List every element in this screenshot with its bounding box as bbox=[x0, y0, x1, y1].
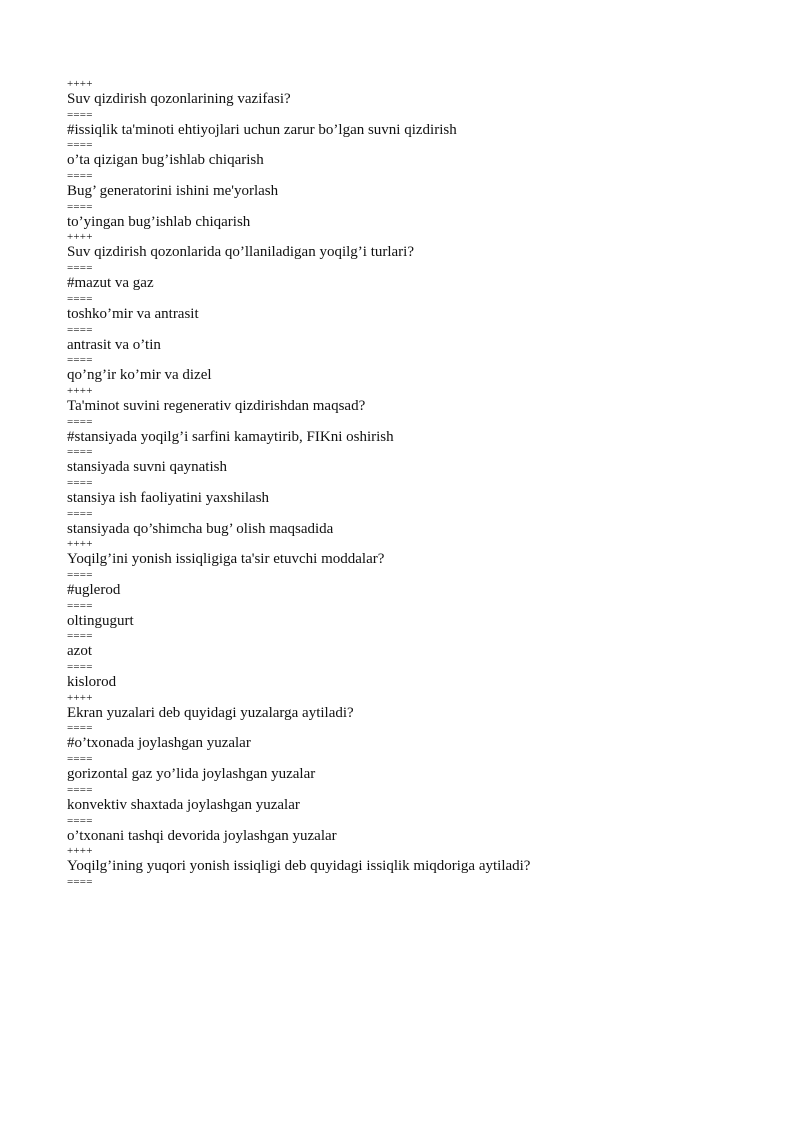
answer-option-line: azot bbox=[67, 643, 92, 660]
answer-option-line: o’ta qizigan bug’ishlab chiqarish bbox=[67, 152, 264, 169]
option-separator: ==== bbox=[67, 599, 93, 612]
question-line: Ta'minot suvini regenerativ qizdirishdan maqsad? bbox=[67, 397, 366, 414]
answer-option-line: konvektiv shaxtada joylashgan yuzalar bbox=[67, 796, 300, 813]
option-separator: ==== bbox=[67, 476, 93, 489]
option-separator: ==== bbox=[67, 783, 93, 796]
answer-option-line: antrasit va o’tin bbox=[67, 336, 161, 353]
option-separator: ==== bbox=[67, 753, 93, 766]
option-separator: ==== bbox=[67, 507, 93, 520]
question-separator: ++++ bbox=[67, 845, 93, 858]
correct-answer-line: #mazut va gaz bbox=[67, 275, 154, 292]
question-separator: ++++ bbox=[67, 231, 93, 244]
correct-answer-line: #o’txonada joylashgan yuzalar bbox=[67, 735, 251, 752]
question-line: Yoqilg’ining yuqori yonish issiqligi deb quyidagi issiqlik miqdoriga aytiladi? bbox=[67, 858, 531, 875]
option-separator: ==== bbox=[67, 323, 93, 336]
option-separator: ==== bbox=[67, 170, 93, 183]
question-line: Suv qizdirish qozonlarining vazifasi? bbox=[67, 91, 291, 107]
option-separator: ==== bbox=[67, 415, 93, 428]
question-separator: ++++ bbox=[67, 691, 93, 704]
option-separator: ==== bbox=[67, 262, 93, 275]
option-separator: ==== bbox=[67, 446, 93, 459]
option-separator: ==== bbox=[67, 875, 93, 888]
option-separator: ==== bbox=[67, 569, 93, 581]
option-separator: ==== bbox=[67, 139, 93, 152]
option-separator: ==== bbox=[67, 722, 93, 735]
option-separator: ==== bbox=[67, 354, 93, 367]
answer-option-line: oltingugurt bbox=[67, 612, 134, 629]
question-separator: ++++ bbox=[67, 538, 93, 551]
document-body bbox=[67, 78, 767, 888]
answer-option-line: qo’ng’ir ko’mir va dizel bbox=[67, 367, 212, 384]
option-separator: ==== bbox=[67, 661, 93, 674]
answer-option-line: Bug’ generatorini ishini me'yorlash bbox=[67, 183, 279, 200]
option-separator: ==== bbox=[67, 200, 93, 213]
correct-answer-line: #issiqlik ta'minoti ehtiyojlari uchun zarur bo’lgan suvni qizdirish bbox=[67, 121, 457, 138]
question-separator: ++++ bbox=[67, 384, 93, 397]
correct-answer-line: #uglerod bbox=[67, 582, 121, 598]
option-separator: ==== bbox=[67, 814, 93, 827]
question-line: Ekran yuzalari deb quyidagi yuzalarga aytiladi? bbox=[67, 704, 354, 721]
question-line: Suv qizdirish qozonlarida qo’llaniladigan yoqilg’i turlari? bbox=[67, 244, 414, 261]
option-separator: ==== bbox=[67, 630, 93, 643]
answer-option-line: to’yingan bug’ishlab chiqarish bbox=[67, 213, 251, 230]
answer-option-line: o’txonani tashqi devorida joylashgan yuzalar bbox=[67, 827, 337, 844]
answer-option-line: toshko’mir va antrasit bbox=[67, 305, 199, 322]
answer-option-line: gorizontal gaz yo’lida joylashgan yuzalar bbox=[67, 766, 316, 783]
answer-option-line: stansiyada qo’shimcha bug’ olish maqsadida bbox=[67, 520, 334, 537]
option-separator: ==== bbox=[67, 292, 93, 305]
question-separator: ++++ bbox=[67, 78, 93, 90]
question-line: Yoqilg’ini yonish issiqligiga ta'sir etuvchi moddalar? bbox=[67, 551, 385, 568]
answer-option-line: kislorod bbox=[67, 674, 117, 691]
answer-option-line: stansiya ish faoliyatini yaxshilash bbox=[67, 489, 270, 506]
correct-answer-line: #stansiyada yoqilg’i sarfini kamaytirib, FIKni oshirish bbox=[67, 428, 394, 445]
option-separator: ==== bbox=[67, 108, 93, 121]
answer-option-line: stansiyada suvni qaynatish bbox=[67, 459, 227, 476]
